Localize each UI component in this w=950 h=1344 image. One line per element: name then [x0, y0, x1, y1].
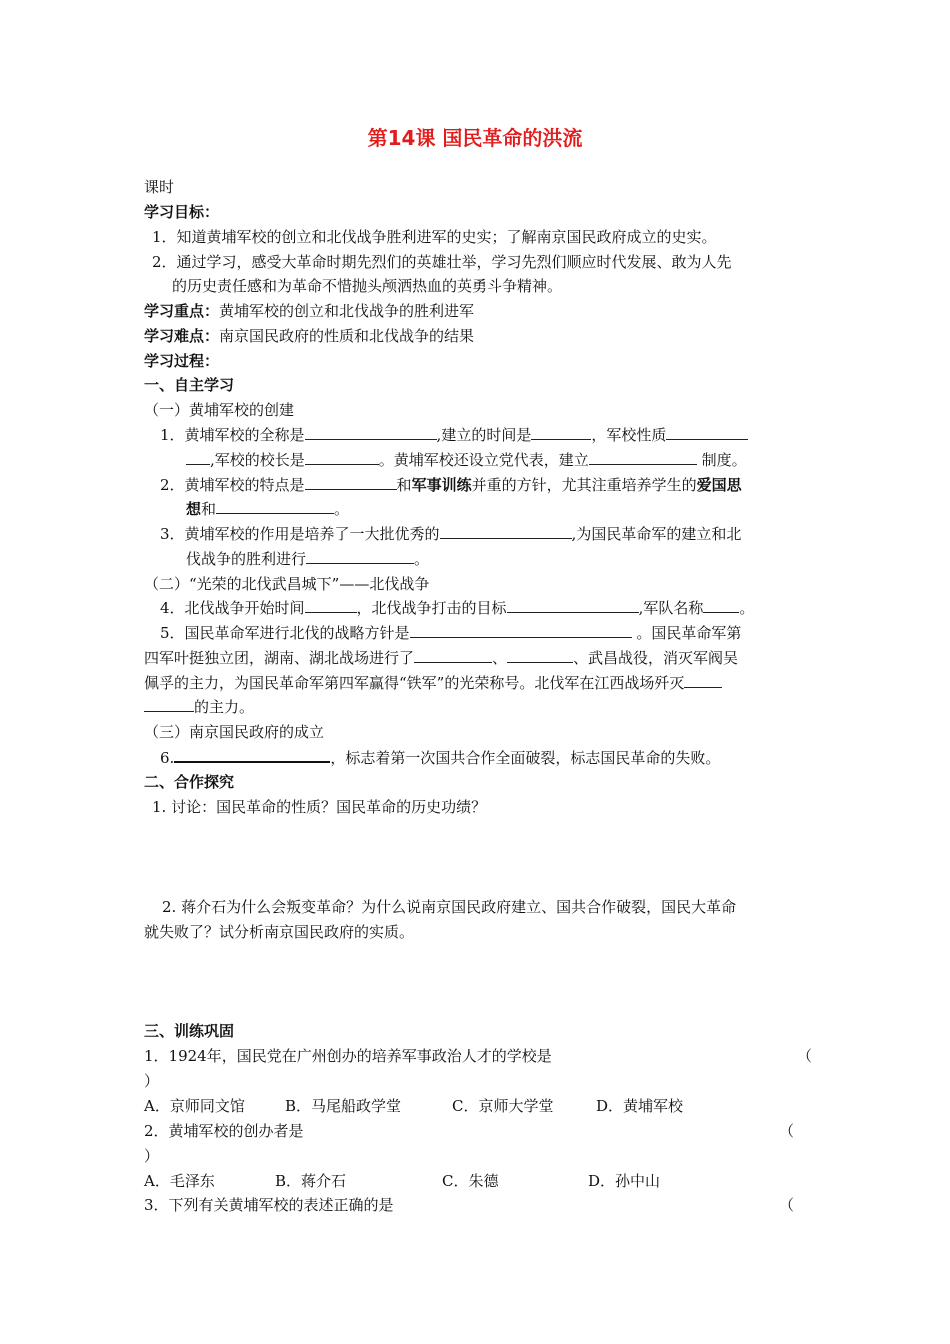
exercise-2-paren-open: （	[779, 1122, 795, 1140]
discussion-question-2-line-2: 就失败了？试分析南京国民政府的实质。	[144, 923, 415, 941]
answer-blank[interactable]	[174, 745, 330, 763]
exercise-1-option-d[interactable]: D．黄埔军校	[596, 1097, 684, 1115]
period-label: 课时	[144, 178, 175, 196]
goals-heading: 学习目标：	[144, 203, 220, 221]
exercise-3: 3．下列有关黄埔军校的表述正确的是	[144, 1196, 394, 1214]
lesson-title: 第14课 国民革命的洪流	[367, 126, 583, 150]
answer-blank[interactable]	[531, 423, 591, 440]
exercise-1: 1．1924年，国民党在广州创办的培养军事政治人才的学校是	[144, 1047, 552, 1065]
subsection-3: （三）南京国民政府的成立	[144, 723, 325, 741]
exercise-2-option-b[interactable]: B．蒋介石	[275, 1172, 347, 1190]
question-4: 4．北伐战争开始时间 ，北伐战争打击的目标 ,军队名称 。	[160, 596, 754, 620]
answer-blank[interactable]	[410, 621, 632, 638]
subsection-1: （一）黄埔军校的创建	[144, 401, 295, 419]
discussion-question-2-line-1: 2. 蒋介石为什么会叛变革命？为什么说南京国民政府建立、国共合作破裂，国民大革命	[162, 898, 737, 916]
exercise-1-option-a[interactable]: A．京师同文馆	[144, 1097, 245, 1115]
goal-2-line-2: 的历史责任感和为革命不惜抛头颅洒热血的英勇斗争精神。	[172, 277, 563, 295]
answer-blank[interactable]	[305, 473, 397, 490]
exercise-1-option-c[interactable]: C．京师大学堂	[452, 1097, 554, 1115]
answer-blank[interactable]	[507, 596, 639, 613]
answer-blank[interactable]	[703, 596, 739, 613]
answer-blank[interactable]	[186, 448, 210, 465]
answer-blank[interactable]	[305, 448, 379, 465]
question-3-line-2: 伐战争的胜利进行 。	[186, 547, 429, 571]
answer-blank[interactable]	[684, 671, 722, 688]
question-6: 6. ，标志着第一次国共合作全面破裂，标志国民革命的失败。	[160, 745, 720, 770]
answer-blank[interactable]	[666, 423, 748, 440]
answer-blank[interactable]	[144, 695, 194, 712]
answer-blank[interactable]	[305, 596, 357, 613]
question-5-line-4: 的主力。	[144, 695, 254, 719]
key-point-label: 学习重点：	[144, 302, 220, 320]
process-heading: 学习过程：	[144, 352, 220, 370]
question-5-line-2: 四军叶挺独立团，湖南、湖北战场进行了 、 、武昌战役，消灭军阀吴	[144, 646, 738, 670]
exercise-1-option-b[interactable]: B．马尾船政学堂	[285, 1097, 402, 1115]
question-1-line-1: 1．黄埔军校的全称是 ,建立的时间是 ，军校性质	[160, 423, 748, 447]
question-2-line-2: 想和 。	[186, 497, 349, 521]
answer-blank[interactable]	[414, 646, 492, 663]
goal-1: 1．知道黄埔军校的创立和北伐战争胜利进军的史实；了解南京国民政府成立的史实。	[152, 228, 717, 246]
question-5-line-3: 佩孚的主力，为国民革命军第四军赢得“铁军”的光荣称号。北伐军在江西战场歼灭	[144, 671, 722, 695]
question-5-line-1: 5．国民革命军进行北伐的战略方针是 。国民革命军第	[160, 621, 741, 645]
question-2-line-1: 2．黄埔军校的特点是 和军事训练并重的方针，尤其注重培养学生的爱国思	[160, 473, 742, 497]
difficult-point-text: 南京国民政府的性质和北伐战争的结果	[219, 327, 475, 345]
exercise-3-paren-open: （	[779, 1196, 795, 1214]
goal-2-line-1: 2．通过学习，感受大革命时期先烈们的英雄壮举，学习先烈们顺应时代发展、敢为人先	[152, 253, 732, 271]
section-1-heading: 一、自主学习	[144, 376, 235, 394]
answer-blank[interactable]	[440, 522, 572, 539]
section-2-heading: 二、合作探究	[144, 773, 235, 791]
exercise-1-paren-close: ）	[144, 1072, 160, 1090]
exercise-2-option-a[interactable]: A．毛泽东	[144, 1172, 215, 1190]
discussion-question-1: 1. 讨论：国民革命的性质？国民革命的历史功绩？	[152, 798, 487, 816]
difficult-point-label: 学习难点：	[144, 327, 220, 345]
section-3-heading: 三、训练巩固	[144, 1022, 235, 1040]
key-point-text: 黄埔军校的创立和北伐战争的胜利进军	[219, 302, 475, 320]
exercise-2: 2．黄埔军校的创办者是	[144, 1122, 304, 1140]
answer-blank[interactable]	[216, 497, 334, 514]
subsection-2: （二）“光荣的北伐武昌城下”——北伐战争	[144, 575, 430, 593]
exercise-2-option-d[interactable]: D．孙中山	[588, 1172, 661, 1190]
answer-blank[interactable]	[507, 646, 573, 663]
answer-blank[interactable]	[305, 423, 437, 440]
difficult-point	[144, 324, 474, 348]
exercise-1-paren-open: （	[797, 1047, 813, 1065]
question-3-line-1: 3．黄埔军校的作用是培养了一大批优秀的 ,为国民革命军的建立和北	[160, 522, 741, 546]
exercise-2-paren-close: ）	[144, 1147, 160, 1165]
answer-blank[interactable]	[306, 547, 414, 564]
key-point	[144, 299, 474, 323]
exercise-2-option-c[interactable]: C．朱德	[442, 1172, 499, 1190]
answer-blank[interactable]	[589, 448, 697, 465]
question-1-line-2: ,军校的校长是 。黄埔军校还设立党代表，建立 制度。	[186, 448, 747, 472]
